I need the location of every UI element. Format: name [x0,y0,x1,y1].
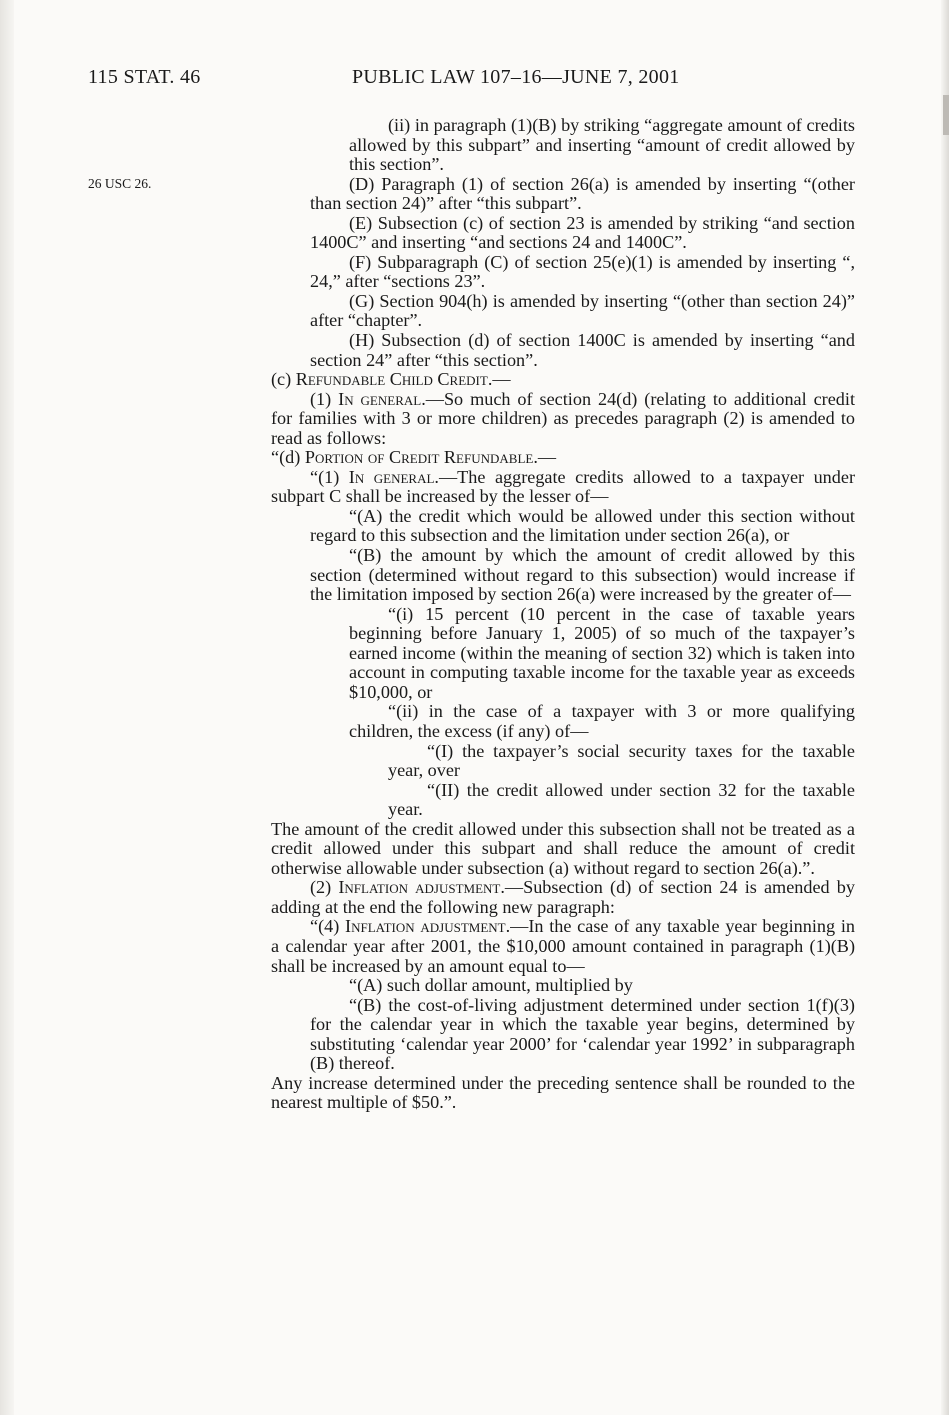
page-edge-shadow [943,95,949,135]
subsection-c-heading: (c) Refundable Child Credit.— [271,369,511,390]
subparagraph-d: (D) Paragraph (1) of section 26(a) is amended by inserting “(other than section 24)” after “this subpart”. [310,173,855,214]
page-reference: 115 STAT. 46 [88,66,201,88]
quoted-subparagraph-b: “(B) the amount by which the amount of credit allowed by this section (determined without regard to this subsection) would increase if the limitation imposed by section 26(a) were increased by the greater of— [310,545,855,605]
quoted-subsection-d-heading: “(d) Portion of Credit Refundable.— [271,447,557,468]
quoted-4-subparagraph-a: “(A) such dollar amount, multiplied by [349,975,633,996]
paragraph-1-in-general: (1) In general.—So much of section 24(d) (relating to additional credit for families with 3 or more children) as precedes paragraph (2) is amended to read as follows: [271,388,855,448]
quoted-subclause-I: “(I) the taxpayer’s social security taxes for the taxable year, over [388,740,855,781]
margin-citation: 26 USC 26. [88,176,152,191]
quoted-subparagraph-a: “(A) the credit which would be allowed under this section without regard to this subsection and the limitation under section 26(a), or [310,505,855,546]
page-edge-left [0,0,14,1415]
running-head: PUBLIC LAW 107–16—JUNE 7, 2001 [352,66,680,88]
quoted-paragraph-4: “(4) Inflation adjustment.—In the case of any taxable year beginning in a calendar year after 2001, the $10,000 amount contained in paragraph (1)(B) shall be increased by an amount equal to— [271,916,855,976]
subparagraph-g: (G) Section 904(h) is amended by inserting “(other than section 24)” after “chapter”. [310,290,855,331]
subparagraph-e: (E) Subsection (c) of section 23 is amended by striking “and section 1400C” and inserting “and sections 24 and 1400C”. [310,212,855,253]
flush-language: The amount of the credit allowed under this subsection shall not be treated as a credit allowed under this subpart and shall reduce the amount of credit otherwise allowable under subsection (a) without regard to section 26(a).”. [271,818,855,878]
subparagraph-h: (H) Subsection (d) of section 1400C is amended by inserting “and section 24” after “this section”. [310,330,855,370]
quoted-subclause-II: “(II) the credit allowed under section 32 for the taxable year. [388,779,855,820]
quoted-clause-ii: “(ii) in the case of a taxpayer with 3 or more qualifying children, the excess (if any) of— [349,701,855,741]
rounding-sentence: Any increase determined under the preceding sentence shall be rounded to the nearest multiple of $50.”. [271,1072,855,1113]
subparagraph-f: (F) Subparagraph (C) of section 25(e)(1) is amended by inserting “, 24,” after “sections 23”. [310,251,855,292]
page-edge-right [941,0,949,1415]
quoted-clause-i: “(i) 15 percent (10 percent in the case of taxable years beginning before January 1, 2005) of so much of the taxpayer’s earned income (within the meaning of section 32) which is taken into account in computing taxable income for the taxable year as exceeds $10,000, or [349,603,855,702]
clause-ii: (ii) in paragraph (1)(B) by striking “aggregate amount of credits allowed by this subpart” and inserting “amount of credit allowed by this section”. [349,115,855,175]
quoted-4-subparagraph-b: “(B) the cost-of-living adjustment determined under section 1(f)(3) for the calendar year in which the taxable year begins, determined by substituting ‘calendar year 2000’ for ‘calendar year 1992’ in subparagraph (B) thereof. [310,994,855,1074]
quoted-paragraph-1: “(1) In general.—The aggregate credits allowed to a taxpayer under subpart C shall be increased by the lesser of— [271,466,856,507]
statute-body [271,116,855,1113]
paragraph-2-inflation-adjustment: (2) Inflation adjustment.—Subsection (d) of section 24 is amended by adding at the end the following new paragraph: [271,877,855,917]
